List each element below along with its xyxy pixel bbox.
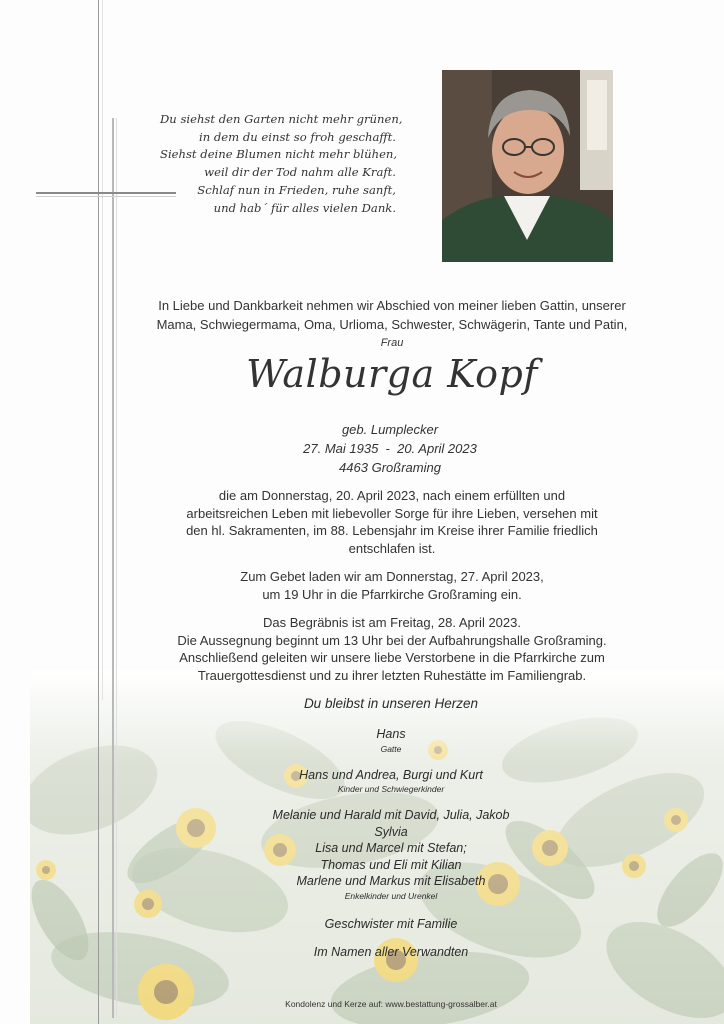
mourner-group bbox=[200, 916, 582, 933]
deceased-name: Walburga Kopf bbox=[246, 352, 538, 396]
life-dates: 27. Mai 1935 - 20. April 2023 bbox=[303, 441, 477, 456]
mourner-relation: Enkelkinder und Urenkel bbox=[344, 890, 438, 901]
mourner-group bbox=[200, 767, 582, 796]
paragraph-line: entschlafen ist. bbox=[348, 540, 436, 556]
mourner-relation: Gatte bbox=[380, 743, 402, 754]
mourner-names: Lisa und Marcel mit Stefan; bbox=[315, 841, 467, 855]
mourner-group bbox=[200, 726, 582, 755]
poem-line: Schlaf nun in Frieden, ruhe sanft, bbox=[197, 182, 396, 197]
poem-line: in dem du einst so froh geschafft. bbox=[199, 129, 396, 144]
mourner-names: Sylvia bbox=[374, 824, 408, 839]
mourner-names: Geschwister mit Familie bbox=[324, 916, 458, 931]
salutation: Frau bbox=[380, 337, 404, 349]
page-border-line bbox=[98, 0, 99, 1024]
cross-vertical-shadow bbox=[116, 118, 117, 1018]
mourner-group bbox=[200, 944, 582, 961]
mourner-names: Thomas und Eli mit Kilian bbox=[320, 857, 462, 872]
intro-text bbox=[140, 296, 644, 353]
paragraph-line: Anschließend geleiten wir unsere liebe Verstorbene in die Pfarrkirche zum bbox=[179, 650, 605, 666]
paragraph-line: Die Aussegnung beginnt um 13 Uhr bei der Aufbahrungshalle Großraming. bbox=[177, 632, 607, 648]
prayer-paragraph bbox=[140, 568, 644, 603]
mourner-names: Marlene und Markus mit Elisabeth bbox=[296, 874, 486, 888]
paragraph-line: den hl. Sakramenten, im 88. Lebensjahr im Kreise ihrer Familie friedlich bbox=[186, 523, 598, 539]
mourner-names: Im Namen aller Verwandten bbox=[313, 945, 469, 959]
mourners-list bbox=[200, 696, 582, 973]
page-border-shadow bbox=[102, 0, 103, 700]
cross-vertical bbox=[112, 118, 114, 1018]
poem-line: Du siehst den Garten nicht mehr grünen, bbox=[160, 112, 403, 126]
condolence-footer: Kondolenz und Kerze auf: www.bestattung-grossalber.at bbox=[285, 999, 497, 1009]
funeral-paragraph bbox=[140, 614, 644, 684]
mourner-names: Melanie und Harald mit David, Julia, Jakob bbox=[272, 808, 510, 822]
mourner-relation: Kinder und Schwiegerkinder bbox=[337, 784, 445, 794]
birth-name: geb. Lumplecker bbox=[341, 422, 439, 437]
paragraph-line: Zum Gebet laden wir am Donnerstag, 27. April 2023, bbox=[240, 569, 544, 584]
paragraph-line: um 19 Uhr in die Pfarrkirche Großraming ein. bbox=[262, 586, 522, 602]
mourner-names: Hans bbox=[376, 727, 406, 741]
life-details bbox=[240, 420, 540, 477]
poem bbox=[160, 111, 403, 217]
mourner-group bbox=[200, 807, 582, 902]
cross-horizontal-shadow bbox=[36, 196, 176, 197]
cross-horizontal bbox=[36, 192, 176, 194]
intro-line: Mama, Schwiegermama, Oma, Urlioma, Schwester, Schwägerin, Tante und Patin, bbox=[156, 317, 628, 332]
paragraph-line: Das Begräbnis ist am Freitag, 28. April 2023. bbox=[263, 615, 521, 630]
paragraph-line: arbeitsreichen Leben mit liebevoller Sorge für ihre Lieben, versehen mit bbox=[186, 505, 598, 521]
mourner-names: Hans und Andrea, Burgi und Kurt bbox=[299, 767, 483, 782]
mourners-heading: Du bleibst in unseren Herzen bbox=[303, 696, 479, 711]
poem-line: Siehst deine Blumen nicht mehr blühen, bbox=[160, 147, 398, 162]
poem-line: weil dir der Tod nahm alle Kraft. bbox=[204, 165, 396, 180]
poem-line: und hab´ für alles vielen Dank. bbox=[213, 200, 396, 215]
intro-line: In Liebe und Dankbarkeit nehmen wir Abschied von meiner lieben Gattin, unserer bbox=[158, 298, 626, 313]
paragraph-line: die am Donnerstag, 20. April 2023, nach einem erfüllten und bbox=[218, 488, 566, 503]
paragraph-line: Trauergottesdienst und zu ihrer letzten Ruhestätte im Familiengrab. bbox=[197, 667, 587, 683]
portrait-photo bbox=[442, 70, 613, 262]
death-notice-paragraph bbox=[140, 487, 644, 557]
hometown: 4463 Großraming bbox=[339, 460, 441, 475]
